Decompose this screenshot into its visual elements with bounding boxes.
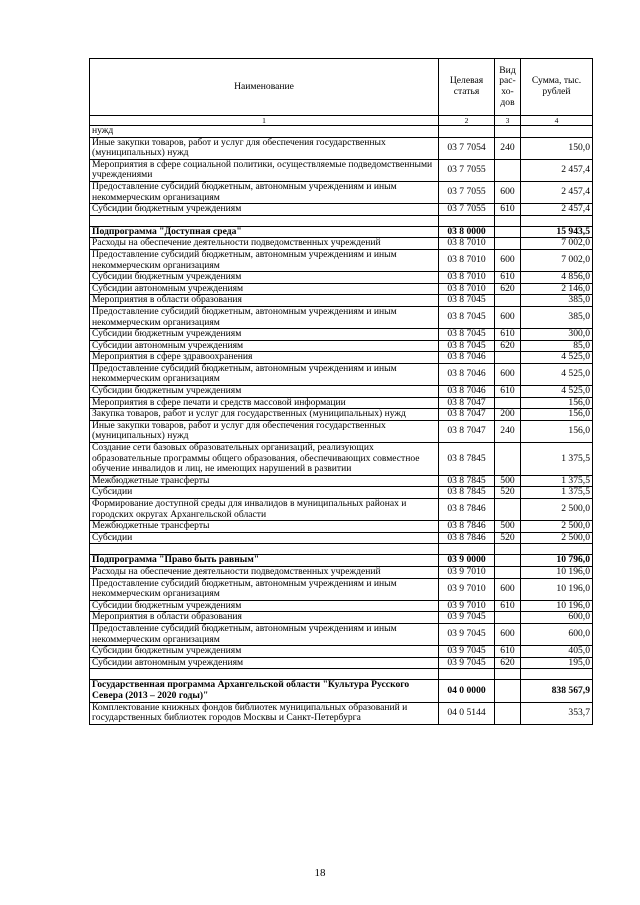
program-row — [90, 555, 593, 567]
table-row — [90, 386, 593, 398]
table-row — [90, 204, 593, 216]
amount: 10 196,0 — [521, 566, 593, 578]
table-row — [90, 397, 593, 409]
amount: 4 525,0 — [521, 386, 593, 398]
item-name: нужд — [90, 126, 439, 138]
item-name: Субсидии бюджетным учреждениям — [90, 386, 439, 398]
amount: 1 375,5 — [521, 443, 593, 476]
item-name: Формирование доступной среды для инвалидов в муниципальных районах и городских округах Архангельской области — [90, 499, 439, 521]
target-article: 03 9 7010 — [439, 600, 495, 612]
item-name: Предоставление субсидий бюджетным, автономным учреждениям и иным некоммерческим организациям — [90, 623, 439, 645]
item-name: Субсидии бюджетным учреждениям — [90, 600, 439, 612]
item-name: Закупка товаров, работ и услуг для государственных (муниципальных) нужд — [90, 409, 439, 421]
target-article: 03 7 7055 — [439, 159, 495, 181]
amount: 600,0 — [521, 623, 593, 645]
table-row — [90, 238, 593, 250]
target-article: 03 8 7045 — [439, 306, 495, 328]
expense-type: 240 — [495, 137, 521, 159]
empty-cell — [439, 215, 495, 226]
header-type: Вид рас-хо-дов — [495, 59, 521, 116]
item-name: Иные закупки товаров, работ и услуг для обеспечения государственных (муниципальных) нужд — [90, 420, 439, 442]
table-row — [90, 181, 593, 203]
target-article: 03 8 7045 — [439, 340, 495, 352]
table-row — [90, 159, 593, 181]
target-article: 03 8 7845 — [439, 487, 495, 499]
expense-type — [495, 226, 521, 238]
budget-table — [89, 58, 593, 725]
expense-type — [495, 238, 521, 250]
col-number: 3 — [495, 116, 521, 126]
expense-type — [495, 443, 521, 476]
target-article: 04 0 0000 — [439, 680, 495, 702]
amount: 7 002,0 — [521, 249, 593, 271]
empty-cell — [439, 544, 495, 555]
table-row — [90, 499, 593, 521]
amount: 2 457,4 — [521, 204, 593, 216]
spacer-row — [90, 669, 593, 680]
target-article: 03 8 7045 — [439, 329, 495, 341]
target-article: 03 8 7046 — [439, 363, 495, 385]
table-row — [90, 272, 593, 284]
table-row — [90, 352, 593, 364]
program-row — [90, 680, 593, 702]
expense-type: 610 — [495, 386, 521, 398]
amount: 838 567,9 — [521, 680, 593, 702]
empty-cell — [439, 669, 495, 680]
target-article: 03 7 7054 — [439, 137, 495, 159]
item-name: Расходы на обеспечение деятельности подведомственных учреждений — [90, 566, 439, 578]
amount: 600,0 — [521, 612, 593, 624]
expense-type — [495, 680, 521, 702]
table-row — [90, 420, 593, 442]
item-name: Субсидии — [90, 532, 439, 544]
expense-type — [495, 295, 521, 307]
amount: 385,0 — [521, 295, 593, 307]
expense-type — [495, 555, 521, 567]
table-row — [90, 126, 593, 138]
amount — [521, 126, 593, 138]
amount: 4 525,0 — [521, 363, 593, 385]
empty-cell — [90, 215, 439, 226]
item-name: Субсидии бюджетным учреждениям — [90, 204, 439, 216]
item-name: Комплектование книжных фондов библиотек муниципальных образований и государственных библиотек городов Москвы и Санкт-Петербурга — [90, 702, 439, 724]
table-row — [90, 137, 593, 159]
expense-type — [495, 499, 521, 521]
expense-type — [495, 397, 521, 409]
target-article: 03 9 7010 — [439, 578, 495, 600]
amount: 4 525,0 — [521, 352, 593, 364]
item-name: Субсидии бюджетным учреждениям — [90, 329, 439, 341]
table-header-row — [90, 59, 593, 116]
item-name: Субсидии автономным учреждениям — [90, 340, 439, 352]
target-article: 03 7 7055 — [439, 204, 495, 216]
amount: 2 500,0 — [521, 532, 593, 544]
amount: 15 943,5 — [521, 226, 593, 238]
target-article: 03 9 7010 — [439, 566, 495, 578]
amount: 405,0 — [521, 646, 593, 658]
item-name: Подпрограмма "Право быть равным" — [90, 555, 439, 567]
item-name: Мероприятия в области образования — [90, 612, 439, 624]
amount: 2 146,0 — [521, 283, 593, 295]
table-body — [90, 126, 593, 725]
target-article: 03 9 7045 — [439, 657, 495, 669]
expense-type: 600 — [495, 578, 521, 600]
target-article: 03 8 7045 — [439, 295, 495, 307]
expense-type — [495, 566, 521, 578]
target-article: 03 8 7846 — [439, 499, 495, 521]
spacer-row — [90, 544, 593, 555]
empty-cell — [90, 544, 439, 555]
amount: 156,0 — [521, 420, 593, 442]
header-code: Целевая статья — [439, 59, 495, 116]
target-article: 04 0 5144 — [439, 702, 495, 724]
table-row — [90, 306, 593, 328]
target-article: 03 8 7845 — [439, 443, 495, 476]
item-name: Субсидии автономным учреждениям — [90, 657, 439, 669]
target-article: 03 7 7055 — [439, 181, 495, 203]
expense-type: 620 — [495, 340, 521, 352]
table-row — [90, 657, 593, 669]
col-number: 4 — [521, 116, 593, 126]
amount: 7 002,0 — [521, 238, 593, 250]
table-row — [90, 475, 593, 487]
expense-type: 620 — [495, 657, 521, 669]
table-row — [90, 409, 593, 421]
amount: 2 500,0 — [521, 521, 593, 533]
expense-type: 600 — [495, 623, 521, 645]
table-row — [90, 329, 593, 341]
expense-type: 610 — [495, 646, 521, 658]
table-row — [90, 283, 593, 295]
item-name: Субсидии бюджетным учреждениям — [90, 272, 439, 284]
item-name: Субсидии бюджетным учреждениям — [90, 646, 439, 658]
amount: 300,0 — [521, 329, 593, 341]
table-row — [90, 600, 593, 612]
empty-cell — [495, 669, 521, 680]
expense-type: 200 — [495, 409, 521, 421]
table-row — [90, 487, 593, 499]
table-row — [90, 521, 593, 533]
expense-type — [495, 702, 521, 724]
col-number: 1 — [90, 116, 439, 126]
target-article: 03 8 7047 — [439, 397, 495, 409]
expense-type — [495, 126, 521, 138]
header-name: Наименование — [90, 59, 439, 116]
amount: 1 375,5 — [521, 475, 593, 487]
item-name: Субсидии — [90, 487, 439, 499]
expense-type: 500 — [495, 521, 521, 533]
expense-type: 610 — [495, 272, 521, 284]
amount: 353,7 — [521, 702, 593, 724]
item-name: Иные закупки товаров, работ и услуг для обеспечения государственных (муниципальных) нужд — [90, 137, 439, 159]
col-number: 2 — [439, 116, 495, 126]
target-article: 03 8 7010 — [439, 272, 495, 284]
amount: 156,0 — [521, 397, 593, 409]
table-row — [90, 612, 593, 624]
table-row — [90, 702, 593, 724]
target-article: 03 8 7047 — [439, 420, 495, 442]
item-name: Мероприятия в сфере социальной политики, осуществляемые подведомственными учреждениями — [90, 159, 439, 181]
target-article: 03 8 7846 — [439, 521, 495, 533]
expense-type: 610 — [495, 329, 521, 341]
amount: 2 500,0 — [521, 499, 593, 521]
item-name: Мероприятия в сфере здравоохранения — [90, 352, 439, 364]
target-article: 03 8 7010 — [439, 283, 495, 295]
amount: 385,0 — [521, 306, 593, 328]
expense-type: 610 — [495, 204, 521, 216]
table-row — [90, 443, 593, 476]
item-name: Подпрограмма "Доступная среда" — [90, 226, 439, 238]
expense-type: 240 — [495, 420, 521, 442]
empty-cell — [495, 544, 521, 555]
expense-type: 620 — [495, 283, 521, 295]
item-name: Субсидии автономным учреждениям — [90, 283, 439, 295]
expense-type: 500 — [495, 475, 521, 487]
target-article: 03 8 7046 — [439, 386, 495, 398]
item-name: Межбюджетные трансферты — [90, 475, 439, 487]
expense-type: 600 — [495, 363, 521, 385]
table-row — [90, 340, 593, 352]
amount: 1 375,5 — [521, 487, 593, 499]
table-row — [90, 249, 593, 271]
target-article: 03 8 7010 — [439, 249, 495, 271]
amount: 10 196,0 — [521, 578, 593, 600]
target-article: 03 8 7010 — [439, 238, 495, 250]
expense-type — [495, 159, 521, 181]
expense-type — [495, 612, 521, 624]
amount: 10 196,0 — [521, 600, 593, 612]
item-name: Мероприятия в области образования — [90, 295, 439, 307]
empty-cell — [521, 669, 593, 680]
expense-type — [495, 352, 521, 364]
expense-type: 520 — [495, 532, 521, 544]
table-row — [90, 295, 593, 307]
target-article: 03 8 7046 — [439, 352, 495, 364]
table-row — [90, 623, 593, 645]
empty-cell — [90, 669, 439, 680]
target-article: 03 9 7045 — [439, 623, 495, 645]
table-row — [90, 566, 593, 578]
expense-type: 600 — [495, 249, 521, 271]
item-name: Создание сети базовых образовательных организаций, реализующих образовательные программы общего образования, обеспечивающих совместное обучение инвалидов и лиц, не имеющих нарушений в развитии — [90, 443, 439, 476]
item-name: Предоставление субсидий бюджетным, автономным учреждениям и иным некоммерческим организациям — [90, 249, 439, 271]
empty-cell — [495, 215, 521, 226]
target-article — [439, 126, 495, 138]
target-article: 03 8 7047 — [439, 409, 495, 421]
item-name: Мероприятия в сфере печати и средств массовой информации — [90, 397, 439, 409]
page-number: 18 — [314, 867, 326, 879]
amount: 10 796,0 — [521, 555, 593, 567]
target-article: 03 9 7045 — [439, 612, 495, 624]
expense-type: 520 — [495, 487, 521, 499]
table-row — [90, 532, 593, 544]
spacer-row — [90, 215, 593, 226]
amount: 85,0 — [521, 340, 593, 352]
empty-cell — [521, 544, 593, 555]
amount: 150,0 — [521, 137, 593, 159]
table-row — [90, 578, 593, 600]
table-row — [90, 646, 593, 658]
amount: 2 457,4 — [521, 159, 593, 181]
item-name: Расходы на обеспечение деятельности подведомственных учреждений — [90, 238, 439, 250]
amount: 156,0 — [521, 409, 593, 421]
table-row — [90, 363, 593, 385]
item-name: Предоставление субсидий бюджетным, автономным учреждениям и иным некоммерческим организациям — [90, 181, 439, 203]
expense-type: 600 — [495, 181, 521, 203]
amount: 4 856,0 — [521, 272, 593, 284]
item-name: Государственная программа Архангельской области "Культура Русского Севера (2013 – 2020 годы)" — [90, 680, 439, 702]
item-name: Предоставление субсидий бюджетным, автономным учреждениям и иным некоммерческим организациям — [90, 363, 439, 385]
expense-type: 600 — [495, 306, 521, 328]
empty-cell — [521, 215, 593, 226]
amount: 195,0 — [521, 657, 593, 669]
target-article: 03 8 0000 — [439, 226, 495, 238]
item-name: Межбюджетные трансферты — [90, 521, 439, 533]
column-number-row — [90, 116, 593, 126]
header-sum: Сумма, тыс. рублей — [521, 59, 593, 116]
amount: 2 457,4 — [521, 181, 593, 203]
program-row — [90, 226, 593, 238]
expense-type: 610 — [495, 600, 521, 612]
target-article: 03 8 7846 — [439, 532, 495, 544]
target-article: 03 9 7045 — [439, 646, 495, 658]
target-article: 03 8 7845 — [439, 475, 495, 487]
item-name: Предоставление субсидий бюджетным, автономным учреждениям и иным некоммерческим организациям — [90, 306, 439, 328]
target-article: 03 9 0000 — [439, 555, 495, 567]
item-name: Предоставление субсидий бюджетным, автономным учреждениям и иным некоммерческим организациям — [90, 578, 439, 600]
